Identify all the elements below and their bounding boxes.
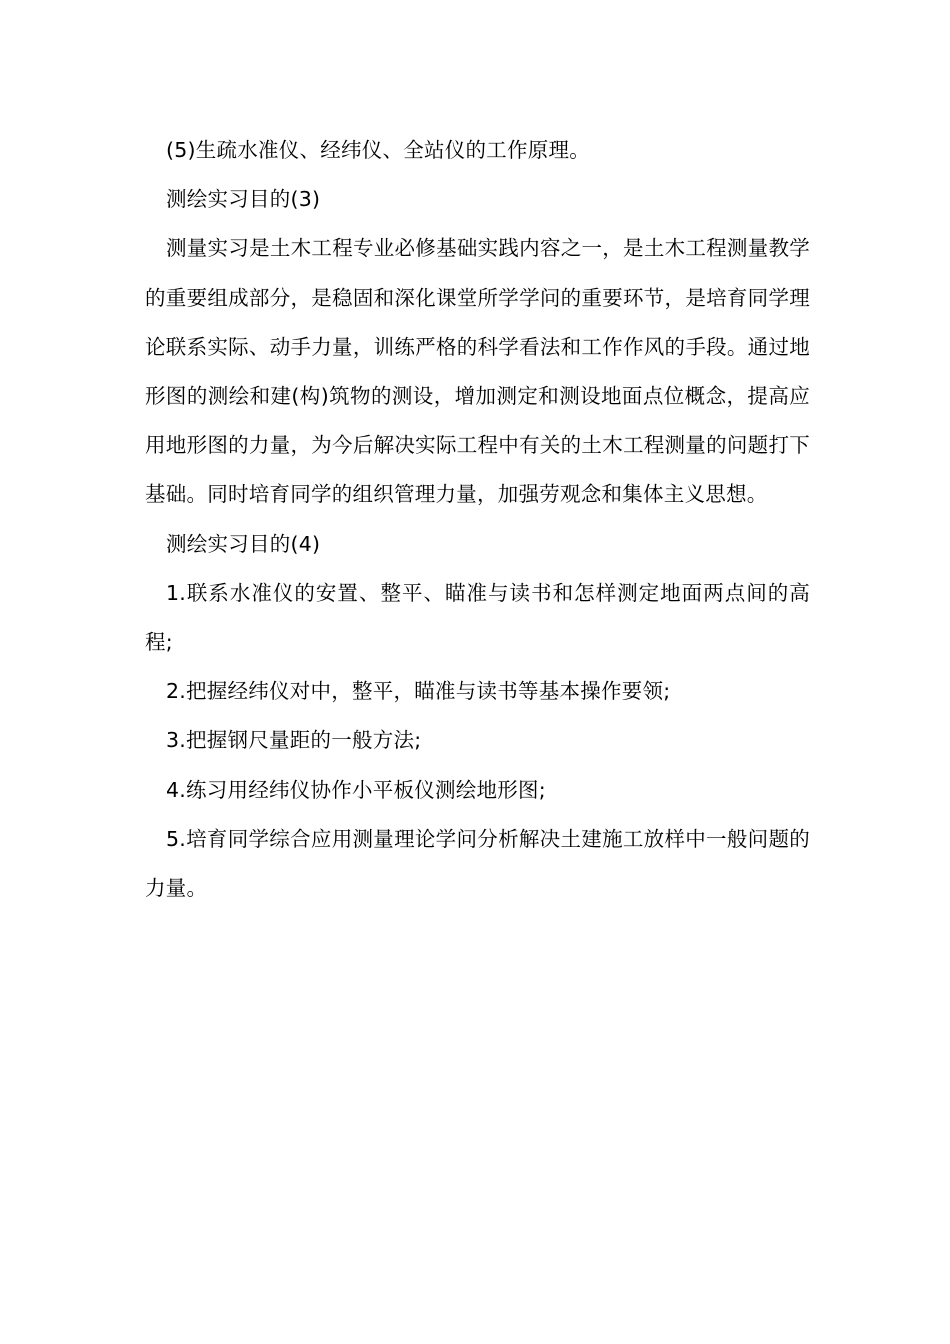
list-item-2: 2.把握经纬仪对中，整平，瞄准与读书等基本操作要领; — [166, 679, 671, 704]
list-item-4: 4.练习用经纬仪协作小平板仪测绘地形图; — [166, 777, 546, 802]
document-body — [145, 126, 810, 913]
list-item-5: 5.培育同学综合应用测量理论学问分析解决土建施工放样中一般问题的力量。 — [145, 826, 810, 901]
section-heading-purpose-4: 测绘实习目的(4) — [166, 531, 321, 556]
section-heading-purpose-3: 测绘实习目的(3) — [166, 187, 321, 212]
paragraph-item-5-principles: (5)生疏水准仪、经纬仪、全站仪的工作原理。 — [166, 138, 591, 162]
paragraph-purpose-3-body: 测量实习是土木工程专业必修基础实践内容之一，是土木工程测量教学的重要组成部分，是稳固和深化课堂所学学问的重要环节，是培育同学理论联系实际、动手力量，训练严格的科学看法和工作作风的手段。通过地形图的测绘和建(构)筑物的测设，增加测定和测设地面点位概念，提高应用地形图的力量，为今后解决实际工程中有关的土木工程测量的问题打下基础。同时培育同学的组织管理力量，加强劳观念和集体主义思想。 — [145, 236, 810, 507]
list-item-1: 1.联系水准仪的安置、整平、瞄准与读书和怎样测定地面两点间的高程; — [145, 580, 810, 655]
list-item-3: 3.把握钢尺量距的一般方法; — [166, 728, 422, 753]
